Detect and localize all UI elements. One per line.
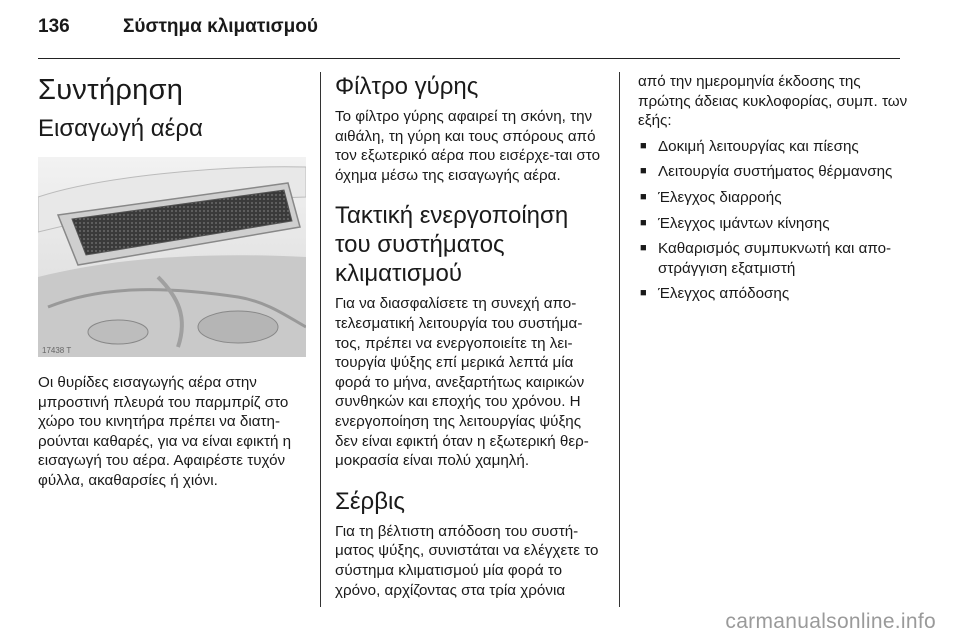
- service-text: Για τη βέλτιστη απόδοση του συστή-ματος ψύξης, συνιστάται να ελέγχετε το σύστημα κλιματισμού μία φορά το χρόνο, αρχίζοντας στα τρία χρόνια: [335, 522, 599, 599]
- list-item: ■ Δοκιμή λειτουργίας και πίεσης: [638, 137, 908, 157]
- list-item: ■ Έλεγχος απόδοσης: [638, 284, 908, 304]
- list-item: ■ Καθαρισμός συμπυκνωτή και απο-στράγγιση εξατμιστή: [638, 239, 908, 278]
- pollen-filter-text: Το φίλτρο γύρης αφαιρεί τη σκόνη, την αιθάλη, τη γύρη και τους σπόρους από τον εξωτερικό αέρα που εισέρχε-ται στο όχημα μέσω της εισαγωγής αέρα.: [335, 108, 601, 184]
- list-item: ■ Έλεγχος διαρροής: [638, 188, 908, 208]
- column-3: [638, 72, 908, 310]
- heading-regular-activation: Τακτική ενεργοποίηση του συστήματος κλιματισμού: [335, 202, 569, 288]
- chapter-title: Σύστημα κλιματισμού: [122, 16, 318, 37]
- column-divider-2: [619, 72, 620, 607]
- list-item: ■ Λειτουργία συστήματος θέρμανσης: [638, 162, 908, 182]
- subheading-air-intake: Εισαγωγή αέρα: [38, 115, 203, 142]
- regular-activation-text: Για να διασφαλίσετε τη συνεχή απο-τελεσματική λειτουργία του συστήμα-τος, πρέπει να ενεργοποιείτε τη λει-τουργία ψύξης επί μερικά λεπτά μία φορά το μήνα, ανεξαρτήτως καιρικών συνθηκών και εποχής του χρόνου. Η ενεργοποίηση της λειτουργίας ψύξης δεν είναι εφικτή όταν η εξωτερική θερ-μοκρασία είναι πολύ χαμηλή.: [335, 295, 589, 470]
- service-continued-text: από την ημερομηνία έκδοσης της πρώτης άδειας κυκλοφορίας, συμπ. των εξής:: [638, 73, 908, 130]
- air-intake-grille-image: [38, 157, 306, 357]
- watermark: carmanualsonline.info: [725, 610, 936, 633]
- header-rule: [38, 58, 900, 59]
- column-divider-1: [320, 72, 321, 607]
- engine-bay-illustration: [38, 157, 306, 357]
- heading-service: Σέρβις: [335, 487, 405, 515]
- column-2: [335, 72, 605, 600]
- section-heading-maintenance: Συντήρηση: [38, 74, 184, 106]
- image-code: 17438 T: [42, 346, 72, 355]
- heading-pollen-filter: Φίλτρο γύρης: [335, 73, 479, 100]
- service-checklist: [638, 137, 908, 304]
- page-header: [38, 16, 318, 38]
- air-intake-text: Οι θυρίδες εισαγωγής αέρα στην μπροστινή πλευρά του παρμπρίζ στο χώρο του κινητήρα πρέπει να διατη-ρούνται καθαρές, για να είναι εφικτή η εισαγωγή του αέρα. Αφαιρέστε τυχόν φύλλα, ακαθαρσίες ή χιόνι.: [38, 374, 292, 489]
- column-1: [38, 72, 306, 491]
- page-number: 136: [38, 16, 70, 37]
- list-item: ■ Έλεγχος ιμάντων κίνησης: [638, 214, 908, 234]
